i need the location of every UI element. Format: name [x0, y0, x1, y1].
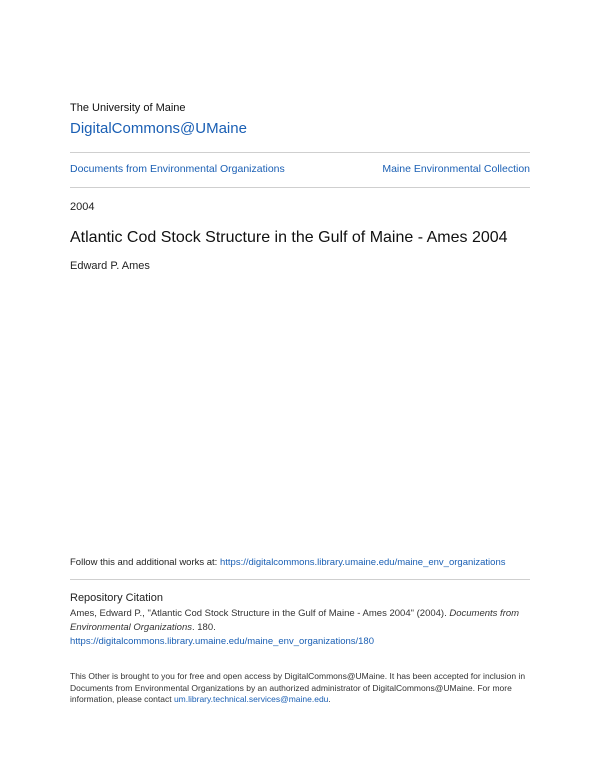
- access-notice: [70, 671, 540, 706]
- citation-number: . 180.: [191, 622, 216, 633]
- document-title: Atlantic Cod Stock Structure in the Gulf of Maine - Ames 2004: [70, 229, 508, 246]
- publication-year: 2004: [70, 201, 95, 213]
- citation-series: Documents from Environmental Organizations: [70, 608, 520, 633]
- citation-heading: Repository Citation: [70, 592, 163, 604]
- divider: [70, 152, 530, 153]
- follow-url-link[interactable]: https://digitalcommons.library.umaine.edu/maine_env_organizations: [219, 557, 506, 568]
- follow-line: [70, 557, 540, 568]
- collection-links: [70, 163, 530, 175]
- citation-text: [70, 607, 540, 649]
- citation-start: Ames, Edward P., "Atlantic Cod Stock Structure in the Gulf of Maine - Ames 2004" (2004).: [70, 608, 450, 619]
- contact-email-link[interactable]: um.library.technical.services@maine.edu: [173, 694, 329, 704]
- institution-name: The University of Maine: [70, 102, 186, 114]
- divider: [70, 187, 530, 188]
- cover-page: [70, 0, 530, 776]
- follow-prefix: Follow this and additional works at:: [70, 557, 220, 568]
- divider: [70, 579, 530, 580]
- documents-collection-link[interactable]: Documents from Environmental Organizations: [70, 163, 285, 175]
- notice-end: .: [328, 694, 331, 704]
- maine-environmental-collection-link[interactable]: Maine Environmental Collection: [382, 163, 530, 175]
- notice-text: This Other is brought to you for free and open access by DigitalCommons@UMaine. It has been accepted for inclusion in Documents from Environmental Organizations by an authorized administrator of DigitalCommons@UMaine. For more information, please contact: [70, 671, 526, 704]
- author-name: Edward P. Ames: [70, 260, 150, 272]
- repository-link[interactable]: DigitalCommons@UMaine: [70, 120, 247, 137]
- citation-url-link[interactable]: https://digitalcommons.library.umaine.edu/maine_env_organizations/180: [70, 636, 374, 647]
